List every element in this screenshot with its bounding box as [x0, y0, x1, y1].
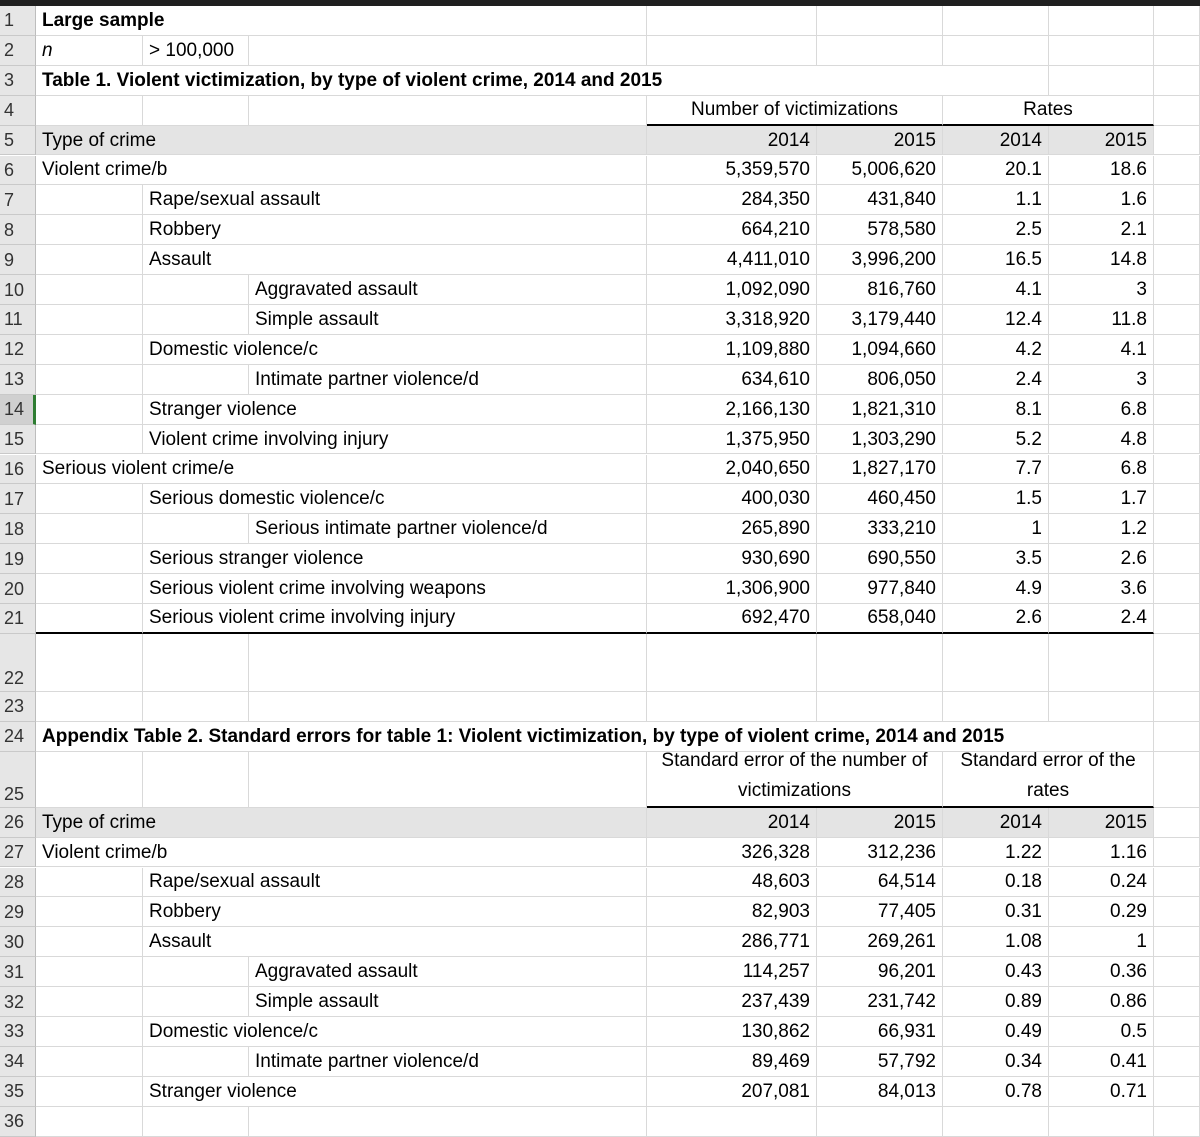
cell[interactable] — [1154, 634, 1200, 692]
row-header[interactable]: 26 — [0, 808, 36, 838]
value-rate-2014[interactable]: 12.4 — [943, 305, 1049, 335]
row-header[interactable]: 19 — [0, 544, 36, 574]
value-rate-2015[interactable]: 1.7 — [1049, 484, 1154, 514]
cell[interactable] — [943, 6, 1049, 36]
value-rate-2015[interactable]: 11.8 — [1049, 305, 1154, 335]
value-rate-2015[interactable]: 14.8 — [1049, 245, 1154, 275]
cell[interactable] — [249, 36, 647, 66]
appendix-table2-title[interactable]: Appendix Table 2. Standard errors for table 1: Violent victimization, by type of violent crime, 2014 and 2015 — [36, 722, 1154, 752]
row-label[interactable]: Domestic violence/c — [143, 1017, 647, 1047]
cell[interactable] — [1154, 752, 1200, 808]
value-rate-2014[interactable]: 1.5 — [943, 484, 1049, 514]
row-header[interactable]: 9 — [0, 245, 36, 275]
row-label[interactable]: Domestic violence/c — [143, 335, 647, 365]
row-label[interactable]: Assault — [143, 245, 647, 275]
value-number-2014[interactable]: 400,030 — [647, 484, 817, 514]
row-header[interactable]: 20 — [0, 574, 36, 604]
value-rate-2015[interactable]: 0.71 — [1049, 1077, 1154, 1107]
row-header[interactable]: 3 — [0, 66, 36, 96]
value-number-2014[interactable]: 5,359,570 — [647, 156, 817, 186]
value-number-2015[interactable]: 5,006,620 — [817, 156, 943, 186]
cell[interactable] — [647, 6, 817, 36]
cell[interactable] — [1154, 365, 1200, 395]
value-number-2015[interactable]: 57,792 — [817, 1047, 943, 1077]
value-number-2014[interactable]: 2,166,130 — [647, 395, 817, 425]
cell[interactable] — [1154, 692, 1200, 722]
cell[interactable] — [36, 897, 143, 927]
value-number-2014[interactable]: 1,092,090 — [647, 275, 817, 305]
cell[interactable] — [36, 544, 143, 574]
row-header[interactable]: 8 — [0, 215, 36, 245]
value-number-2014[interactable]: 634,610 — [647, 365, 817, 395]
sample-size-label[interactable]: Large sample — [36, 6, 647, 36]
cell[interactable] — [1154, 6, 1200, 36]
value-number-2014[interactable]: 130,862 — [647, 1017, 817, 1047]
cell[interactable] — [36, 305, 143, 335]
row-header[interactable]: 30 — [0, 927, 36, 957]
value-rate-2015[interactable]: 0.86 — [1049, 987, 1154, 1017]
cell[interactable] — [249, 1107, 647, 1137]
value-number-2014[interactable]: 2,040,650 — [647, 455, 817, 485]
cell[interactable] — [1154, 335, 1200, 365]
cell[interactable] — [143, 1107, 249, 1137]
cell[interactable] — [1154, 927, 1200, 957]
cell[interactable] — [1049, 66, 1154, 96]
cell[interactable] — [943, 36, 1049, 66]
value-rate-2014[interactable]: 0.89 — [943, 987, 1049, 1017]
value-rate-2014[interactable]: 1.22 — [943, 838, 1049, 868]
row-header[interactable]: 34 — [0, 1047, 36, 1077]
cell[interactable] — [1154, 245, 1200, 275]
cell[interactable] — [36, 1107, 143, 1137]
value-rate-2014[interactable]: 0.49 — [943, 1017, 1049, 1047]
value-number-2014[interactable]: 1,109,880 — [647, 335, 817, 365]
row-header[interactable]: 36 — [0, 1107, 36, 1137]
cell[interactable] — [143, 634, 249, 692]
cell[interactable] — [36, 604, 143, 634]
cell[interactable] — [249, 96, 647, 126]
value-rate-2014[interactable]: 0.34 — [943, 1047, 1049, 1077]
row-header[interactable]: 12 — [0, 335, 36, 365]
row-header[interactable]: 15 — [0, 425, 36, 455]
cell[interactable] — [943, 1107, 1049, 1137]
value-number-2015[interactable]: 806,050 — [817, 365, 943, 395]
value-number-2014[interactable]: 48,603 — [647, 868, 817, 898]
table1-title[interactable]: Table 1. Violent victimization, by type of violent crime, 2014 and 2015 — [36, 66, 1049, 96]
value-rate-2014[interactable]: 3.5 — [943, 544, 1049, 574]
value-rate-2015[interactable]: 4.8 — [1049, 425, 1154, 455]
row-header[interactable]: 28 — [0, 868, 36, 898]
value-rate-2014[interactable]: 1 — [943, 514, 1049, 544]
row-label[interactable]: Rape/sexual assault — [143, 185, 647, 215]
row-label[interactable]: Serious violent crime involving injury — [143, 604, 647, 634]
cell[interactable] — [36, 957, 143, 987]
se-col-2015-header[interactable]: 2015 — [817, 808, 943, 838]
value-number-2014[interactable]: 4,411,010 — [647, 245, 817, 275]
value-rate-2014[interactable]: 0.43 — [943, 957, 1049, 987]
value-rate-2014[interactable]: 5.2 — [943, 425, 1049, 455]
cell[interactable] — [1154, 957, 1200, 987]
type-of-crime-header-2[interactable]: Type of crime — [36, 808, 647, 838]
row-header[interactable]: 17 — [0, 484, 36, 514]
cell[interactable] — [1154, 897, 1200, 927]
cell[interactable] — [1154, 455, 1200, 485]
value-rate-2014[interactable]: 4.2 — [943, 335, 1049, 365]
value-number-2015[interactable]: 312,236 — [817, 838, 943, 868]
value-rate-2015[interactable]: 0.29 — [1049, 897, 1154, 927]
row-header[interactable]: 2 — [0, 36, 36, 66]
rate-2015-header[interactable]: 2015 — [1049, 126, 1154, 156]
cell[interactable] — [1154, 96, 1200, 126]
value-rate-2015[interactable]: 6.8 — [1049, 395, 1154, 425]
value-rate-2015[interactable]: 4.1 — [1049, 335, 1154, 365]
value-number-2015[interactable]: 3,179,440 — [817, 305, 943, 335]
rate-2014-header[interactable]: 2014 — [943, 126, 1049, 156]
value-rate-2014[interactable]: 4.1 — [943, 275, 1049, 305]
row-label[interactable]: Serious intimate partner violence/d — [249, 514, 647, 544]
value-number-2014[interactable]: 664,210 — [647, 215, 817, 245]
value-number-2015[interactable]: 64,514 — [817, 868, 943, 898]
value-number-2015[interactable]: 431,840 — [817, 185, 943, 215]
value-number-2015[interactable]: 84,013 — [817, 1077, 943, 1107]
se-rates-header[interactable]: Standard error of the rates — [943, 752, 1154, 808]
cell[interactable] — [1154, 1077, 1200, 1107]
row-header[interactable]: 27 — [0, 838, 36, 868]
row-label[interactable]: Stranger violence — [143, 395, 647, 425]
cell[interactable] — [647, 1107, 817, 1137]
value-number-2014[interactable]: 265,890 — [647, 514, 817, 544]
cell[interactable] — [1154, 868, 1200, 898]
cell[interactable] — [36, 574, 143, 604]
cell[interactable] — [817, 634, 943, 692]
cell[interactable] — [36, 215, 143, 245]
cell[interactable] — [1154, 275, 1200, 305]
value-number-2014[interactable]: 1,306,900 — [647, 574, 817, 604]
value-rate-2014[interactable]: 2.4 — [943, 365, 1049, 395]
cell[interactable] — [36, 987, 143, 1017]
cell[interactable] — [36, 1047, 143, 1077]
row-header[interactable]: 18 — [0, 514, 36, 544]
value-number-2015[interactable]: 690,550 — [817, 544, 943, 574]
row-label[interactable]: Robbery — [143, 897, 647, 927]
value-number-2014[interactable]: 286,771 — [647, 927, 817, 957]
value-rate-2015[interactable]: 1.6 — [1049, 185, 1154, 215]
value-number-2015[interactable]: 66,931 — [817, 1017, 943, 1047]
row-header[interactable]: 16 — [0, 455, 36, 485]
type-of-crime-header[interactable]: Type of crime — [36, 126, 647, 156]
value-number-2014[interactable]: 3,318,920 — [647, 305, 817, 335]
cell[interactable] — [143, 96, 249, 126]
cell[interactable] — [36, 1077, 143, 1107]
row-header[interactable]: 4 — [0, 96, 36, 126]
value-number-2015[interactable]: 816,760 — [817, 275, 943, 305]
col-2014-header[interactable]: 2014 — [647, 126, 817, 156]
row-label[interactable]: Simple assault — [249, 987, 647, 1017]
value-number-2014[interactable]: 930,690 — [647, 544, 817, 574]
row-header[interactable]: 25 — [0, 752, 36, 808]
cell[interactable] — [143, 305, 249, 335]
cell[interactable] — [1154, 126, 1200, 156]
value-rate-2015[interactable]: 6.8 — [1049, 455, 1154, 485]
row-header[interactable]: 29 — [0, 897, 36, 927]
value-number-2015[interactable]: 1,827,170 — [817, 455, 943, 485]
n-value[interactable]: > 100,000 — [143, 36, 249, 66]
cell[interactable] — [36, 514, 143, 544]
cell[interactable] — [1154, 604, 1200, 634]
value-rate-2015[interactable]: 1.2 — [1049, 514, 1154, 544]
value-rate-2015[interactable]: 0.24 — [1049, 868, 1154, 898]
cell[interactable] — [647, 36, 817, 66]
row-header[interactable]: 31 — [0, 957, 36, 987]
se-number-header[interactable]: Standard error of the number of victimizations — [647, 752, 943, 808]
cell[interactable] — [36, 752, 143, 808]
value-rate-2015[interactable]: 2.6 — [1049, 544, 1154, 574]
value-number-2015[interactable]: 658,040 — [817, 604, 943, 634]
row-label[interactable]: Intimate partner violence/d — [249, 1047, 647, 1077]
cell[interactable] — [1154, 156, 1200, 186]
value-number-2014[interactable]: 89,469 — [647, 1047, 817, 1077]
value-rate-2015[interactable]: 1 — [1049, 927, 1154, 957]
row-label[interactable]: Serious domestic violence/c — [143, 484, 647, 514]
cell[interactable] — [1154, 36, 1200, 66]
value-rate-2014[interactable]: 8.1 — [943, 395, 1049, 425]
value-rate-2014[interactable]: 7.7 — [943, 455, 1049, 485]
cell[interactable] — [143, 365, 249, 395]
se-rate-2015-header[interactable]: 2015 — [1049, 808, 1154, 838]
value-number-2015[interactable]: 1,303,290 — [817, 425, 943, 455]
cell[interactable] — [1154, 722, 1200, 752]
cell[interactable] — [143, 514, 249, 544]
value-number-2015[interactable]: 269,261 — [817, 927, 943, 957]
value-rate-2014[interactable]: 2.6 — [943, 604, 1049, 634]
cell[interactable] — [1154, 514, 1200, 544]
cell[interactable] — [143, 1047, 249, 1077]
cell[interactable] — [1154, 185, 1200, 215]
cell[interactable] — [36, 245, 143, 275]
cell[interactable] — [249, 752, 647, 808]
cell[interactable] — [943, 634, 1049, 692]
cell[interactable] — [1049, 634, 1154, 692]
cell[interactable] — [1154, 544, 1200, 574]
row-header[interactable]: 22 — [0, 634, 36, 692]
value-rate-2015[interactable]: 3 — [1049, 365, 1154, 395]
value-rate-2015[interactable]: 0.36 — [1049, 957, 1154, 987]
row-label[interactable]: Rape/sexual assault — [143, 868, 647, 898]
row-label[interactable]: Violent crime involving injury — [143, 425, 647, 455]
cell[interactable] — [36, 185, 143, 215]
row-label[interactable]: Violent crime/b — [36, 156, 647, 186]
value-rate-2015[interactable]: 3.6 — [1049, 574, 1154, 604]
value-number-2015[interactable]: 3,996,200 — [817, 245, 943, 275]
value-number-2015[interactable]: 977,840 — [817, 574, 943, 604]
cell[interactable] — [1154, 1047, 1200, 1077]
cell[interactable] — [1154, 574, 1200, 604]
row-label[interactable]: Robbery — [143, 215, 647, 245]
value-number-2014[interactable]: 326,328 — [647, 838, 817, 868]
number-of-victimizations-header[interactable]: Number of victimizations — [647, 96, 943, 126]
row-header[interactable]: 7 — [0, 185, 36, 215]
row-label[interactable]: Serious stranger violence — [143, 544, 647, 574]
cell[interactable] — [143, 692, 249, 722]
cell[interactable] — [647, 692, 817, 722]
value-number-2014[interactable]: 82,903 — [647, 897, 817, 927]
row-label[interactable]: Violent crime/b — [36, 838, 647, 868]
row-header[interactable]: 14 — [0, 395, 36, 425]
row-label[interactable]: Serious violent crime involving weapons — [143, 574, 647, 604]
cell[interactable] — [1154, 987, 1200, 1017]
row-header[interactable]: 24 — [0, 722, 36, 752]
row-header[interactable]: 32 — [0, 987, 36, 1017]
spreadsheet-grid — [0, 6, 1200, 1132]
value-number-2014[interactable]: 207,081 — [647, 1077, 817, 1107]
value-number-2015[interactable]: 578,580 — [817, 215, 943, 245]
row-label[interactable]: Stranger violence — [143, 1077, 647, 1107]
cell[interactable] — [817, 6, 943, 36]
row-header[interactable]: 23 — [0, 692, 36, 722]
cell[interactable] — [36, 1017, 143, 1047]
cell[interactable] — [647, 634, 817, 692]
row-header[interactable]: 33 — [0, 1017, 36, 1047]
row-header[interactable]: 5 — [0, 126, 36, 156]
value-rate-2014[interactable]: 2.5 — [943, 215, 1049, 245]
value-rate-2014[interactable]: 4.9 — [943, 574, 1049, 604]
cell[interactable] — [1154, 484, 1200, 514]
cell[interactable] — [36, 335, 143, 365]
cell[interactable] — [1154, 425, 1200, 455]
row-label[interactable]: Serious violent crime/e — [36, 455, 647, 485]
row-label[interactable]: Assault — [143, 927, 647, 957]
cell[interactable] — [36, 692, 143, 722]
cell[interactable] — [1154, 215, 1200, 245]
value-rate-2014[interactable]: 0.78 — [943, 1077, 1049, 1107]
cell[interactable] — [36, 275, 143, 305]
row-header[interactable]: 10 — [0, 275, 36, 305]
value-rate-2015[interactable]: 1.16 — [1049, 838, 1154, 868]
cell[interactable] — [36, 425, 143, 455]
cell[interactable] — [1049, 36, 1154, 66]
cell[interactable] — [36, 927, 143, 957]
cell[interactable] — [143, 275, 249, 305]
value-rate-2014[interactable]: 1.08 — [943, 927, 1049, 957]
value-number-2015[interactable]: 333,210 — [817, 514, 943, 544]
cell[interactable] — [1049, 1107, 1154, 1137]
se-col-2014-header[interactable]: 2014 — [647, 808, 817, 838]
cell[interactable] — [1154, 66, 1200, 96]
value-number-2015[interactable]: 460,450 — [817, 484, 943, 514]
value-rate-2014[interactable]: 0.31 — [943, 897, 1049, 927]
se-rate-2014-header[interactable]: 2014 — [943, 808, 1049, 838]
value-rate-2014[interactable]: 16.5 — [943, 245, 1049, 275]
value-rate-2015[interactable]: 18.6 — [1049, 156, 1154, 186]
cell[interactable] — [36, 634, 143, 692]
value-rate-2015[interactable]: 3 — [1049, 275, 1154, 305]
value-number-2014[interactable]: 114,257 — [647, 957, 817, 987]
value-rate-2014[interactable]: 0.18 — [943, 868, 1049, 898]
row-label[interactable]: Aggravated assault — [249, 275, 647, 305]
value-rate-2015[interactable]: 2.4 — [1049, 604, 1154, 634]
row-header[interactable]: 21 — [0, 604, 36, 634]
value-number-2014[interactable]: 237,439 — [647, 987, 817, 1017]
value-number-2015[interactable]: 1,094,660 — [817, 335, 943, 365]
value-number-2015[interactable]: 96,201 — [817, 957, 943, 987]
cell[interactable] — [249, 692, 647, 722]
value-rate-2014[interactable]: 20.1 — [943, 156, 1049, 186]
row-label[interactable]: Simple assault — [249, 305, 647, 335]
cell[interactable] — [143, 752, 249, 808]
row-label[interactable]: Aggravated assault — [249, 957, 647, 987]
cell[interactable] — [36, 96, 143, 126]
cell[interactable] — [36, 868, 143, 898]
row-header[interactable]: 6 — [0, 156, 36, 186]
cell[interactable] — [1049, 6, 1154, 36]
row-header[interactable]: 1 — [0, 6, 36, 36]
cell[interactable] — [143, 987, 249, 1017]
row-label[interactable]: Intimate partner violence/d — [249, 365, 647, 395]
col-2015-header[interactable]: 2015 — [817, 126, 943, 156]
cell[interactable] — [1154, 1107, 1200, 1137]
value-number-2015[interactable]: 1,821,310 — [817, 395, 943, 425]
value-number-2014[interactable]: 692,470 — [647, 604, 817, 634]
cell[interactable] — [1154, 1017, 1200, 1047]
cell[interactable] — [943, 692, 1049, 722]
value-rate-2015[interactable]: 0.5 — [1049, 1017, 1154, 1047]
rates-header[interactable]: Rates — [943, 96, 1154, 126]
cell[interactable] — [1154, 305, 1200, 335]
cell[interactable] — [817, 1107, 943, 1137]
value-number-2014[interactable]: 284,350 — [647, 185, 817, 215]
cell[interactable] — [36, 484, 143, 514]
value-rate-2015[interactable]: 0.41 — [1049, 1047, 1154, 1077]
cell[interactable] — [249, 634, 647, 692]
cell[interactable] — [36, 395, 143, 425]
value-number-2014[interactable]: 1,375,950 — [647, 425, 817, 455]
cell[interactable] — [1154, 808, 1200, 838]
value-number-2015[interactable]: 77,405 — [817, 897, 943, 927]
value-rate-2014[interactable]: 1.1 — [943, 185, 1049, 215]
cell[interactable] — [143, 957, 249, 987]
row-header[interactable]: 13 — [0, 365, 36, 395]
cell[interactable] — [817, 692, 943, 722]
cell[interactable] — [1049, 692, 1154, 722]
row-header[interactable]: 11 — [0, 305, 36, 335]
cell[interactable] — [817, 36, 943, 66]
value-rate-2015[interactable]: 2.1 — [1049, 215, 1154, 245]
cell[interactable] — [36, 365, 143, 395]
cell[interactable] — [1154, 395, 1200, 425]
cell[interactable] — [1154, 838, 1200, 868]
n-label[interactable]: n — [36, 36, 143, 66]
row-header[interactable]: 35 — [0, 1077, 36, 1107]
value-number-2015[interactable]: 231,742 — [817, 987, 943, 1017]
